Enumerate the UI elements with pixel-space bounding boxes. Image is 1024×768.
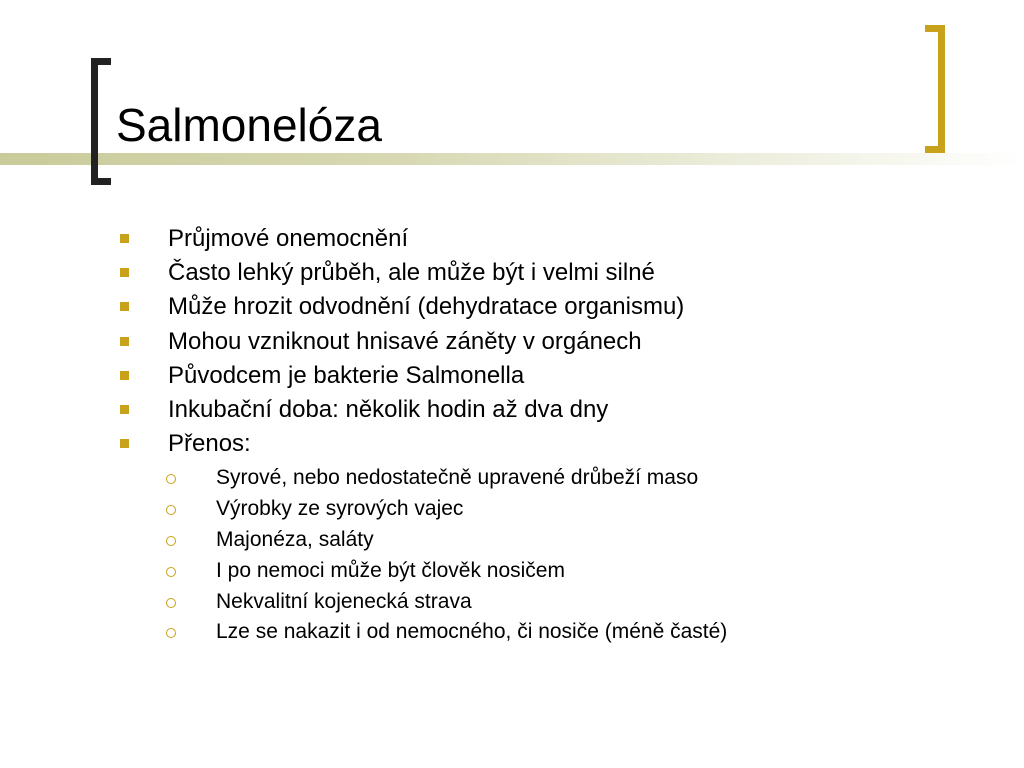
list-item-text: Přenos: — [168, 430, 251, 458]
slide-title: Salmonelóza — [116, 99, 382, 151]
list-item-text: Často lehký průběh, ale může být i velmi silné — [168, 259, 655, 287]
sub-list-item-text: Výrobky ze syrových vajec — [216, 497, 464, 521]
square-bullet-icon — [120, 371, 129, 380]
sub-list-item — [0, 525, 1024, 556]
square-bullet-icon — [120, 337, 129, 346]
list-item-text: Inkubační doba: několik hodin až dva dny — [168, 396, 609, 424]
bullet-list — [0, 222, 1024, 461]
slide-content — [0, 222, 1024, 648]
circle-bullet-icon — [166, 505, 176, 515]
left-bracket-decoration — [91, 58, 111, 185]
list-item — [0, 393, 1024, 427]
square-bullet-icon — [120, 439, 129, 448]
sub-list-item-text: I po nemoci může být člověk nosičem — [216, 558, 565, 582]
square-bullet-icon — [120, 302, 129, 311]
list-item-text: Mohou vzniknout hnisavé záněty v orgánech — [168, 327, 642, 355]
list-item — [0, 290, 1024, 324]
sub-list-item-text: Syrové, nebo nedostatečně upravené drůbeží maso — [216, 466, 699, 490]
square-bullet-icon — [120, 234, 129, 243]
sub-list-item — [0, 463, 1024, 494]
list-item — [0, 325, 1024, 359]
square-bullet-icon — [120, 405, 129, 414]
circle-bullet-icon — [166, 536, 176, 546]
square-bullet-icon — [120, 268, 129, 277]
sub-bullet-list — [0, 463, 1024, 648]
title-underline-band — [0, 153, 1024, 165]
list-item — [0, 359, 1024, 393]
list-item-text: Průjmové onemocnění — [168, 225, 409, 252]
circle-bullet-icon — [166, 628, 176, 638]
list-item-text: Může hrozit odvodnění (dehydratace organismu) — [168, 293, 685, 321]
sub-list-item — [0, 617, 1024, 648]
circle-bullet-icon — [166, 474, 176, 484]
right-bracket-decoration — [925, 25, 945, 153]
circle-bullet-icon — [166, 598, 176, 608]
sub-list-item — [0, 494, 1024, 525]
list-item-text: Původcem je bakterie Salmonella — [168, 361, 525, 389]
list-item — [0, 256, 1024, 290]
sub-list-item — [0, 587, 1024, 618]
sub-list-item-text: Majonéza, saláty — [216, 528, 374, 552]
list-item — [0, 427, 1024, 461]
sub-list-item-text: Lze se nakazit i od nemocného, či nosiče (méně časté) — [216, 620, 728, 644]
sub-list-item — [0, 556, 1024, 587]
sub-list-item-text: Nekvalitní kojenecká strava — [216, 589, 472, 613]
circle-bullet-icon — [166, 567, 176, 577]
list-item — [0, 222, 1024, 256]
